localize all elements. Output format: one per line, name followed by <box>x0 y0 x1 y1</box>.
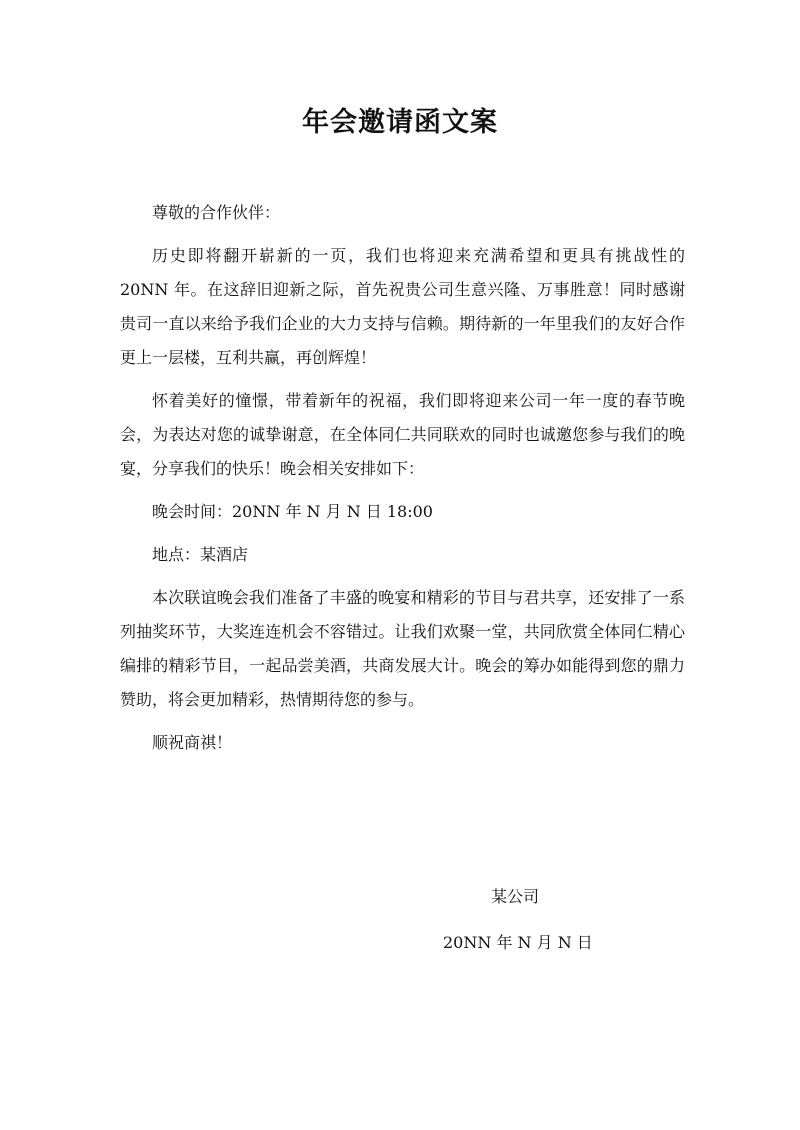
document-title: 年会邀请函文案 <box>302 107 498 138</box>
paragraph-program: 本次联谊晚会我们准备了丰盛的晚宴和精彩的节目与君共享，还安排了一系列抽奖环节，大奖连连机会不容错过。让我们欢聚一堂，共同欣赏全体同仁精心编排的精彩节目，一起品尝美酒，共商发展大计。晚会的筹办如能得到您的鼎力赞助，将会更加精彩，热情期待您的参与。 <box>120 588 685 709</box>
event-time: 晚会时间：20NN 年 N 月 N 日 18:00 <box>152 502 433 521</box>
signature-date: 20NN 年 N 月 N 日 <box>443 933 593 952</box>
letter-body <box>120 196 685 769</box>
paragraph-invitation: 怀着美好的憧憬，带着新年的祝福，我们即将迎来公司一年一度的春节晚会，为表达对您的诚挚谢意，在全体同仁共同联欢的同时也诚邀您参与我们的晚宴，分享我们的快乐！晚会相关安排如下： <box>120 391 685 478</box>
salutation: 尊敬的合作伙伴： <box>152 203 281 222</box>
closing-greeting: 顺祝商祺！ <box>152 733 233 752</box>
event-location: 地点：某酒店 <box>152 545 249 564</box>
paragraph-intro: 历史即将翻开崭新的一页，我们也将迎来充满希望和更具有挑战性的 20NN 年。在这辞旧迎新之际，首先祝贵公司生意兴隆、万事胜意！同时感谢贵司一直以来给予我们企业的大力支持与信赖。期待新的一年里我们的友好合作更上一层楼，互利共赢，再创辉煌！ <box>120 246 685 367</box>
signature-company: 某公司 <box>491 887 540 906</box>
